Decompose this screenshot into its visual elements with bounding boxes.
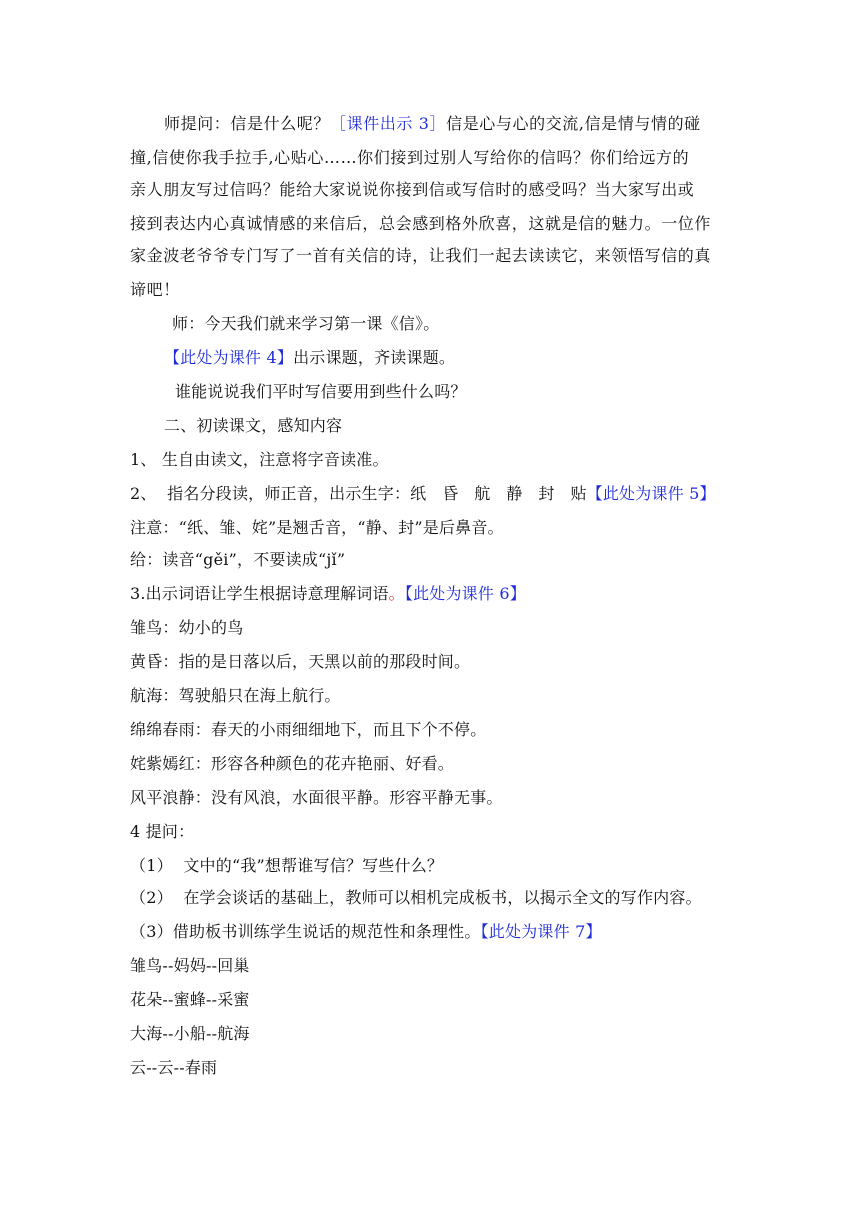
courseware-3-link: ［课件出示 3］ (330, 114, 447, 133)
courseware-5-link: 【此处为课件 5】 (586, 484, 716, 503)
intro-line-4: 接到表达内心真诚情感的来信后，总会感到格外欣喜，这就是信的魅力。一位作 (130, 214, 712, 233)
courseware-7-link: 【此处为课件 7】 (480, 922, 602, 941)
vocab-item: 航海：驾驶船只在海上航行。 (130, 686, 341, 705)
courseware-4-text: 出示课题，齐读课题。 (293, 348, 456, 367)
step-3-dot: 。 (388, 584, 405, 603)
section-2-title: 二、初读课文，感知内容 (164, 416, 343, 435)
board-line: 花朵--蜜蜂--采蜜 (130, 990, 250, 1009)
board-line: 雏鸟--妈妈--回巢 (130, 956, 250, 975)
intro-text: 师提问：信是什么呢？ (164, 114, 331, 133)
step-3-text: 3.出示词语让学生根据诗意理解词语 (130, 584, 389, 603)
intro-line-5: 家金波老爷爷专门写了一首有关信的诗，让我们一起去读读它，来领悟写信的真 (130, 246, 712, 265)
step-2-text: 2、 指名分段读，师正音，出示生字：纸 昏 航 静 封 贴 (130, 484, 587, 503)
vocab-item: 雏鸟：幼小的鸟 (130, 618, 244, 637)
step-3 (130, 584, 740, 604)
vocab-item: 姹紫嫣红：形容各种颜色的花卉艳丽、好看。 (130, 754, 455, 773)
vocab-item: 黄昏：指的是日落以后，天黑以前的那段时间。 (130, 652, 471, 671)
vocab-item: 绵绵春雨：春天的小雨细细地下，而且下个不停。 (130, 720, 487, 739)
courseware-4-link: 【此处为课件 4】 (164, 348, 294, 367)
note-line: 注意：“纸、雏、姹”是翘舌音，“静、封”是后鼻音。 (130, 518, 504, 537)
courseware-6-link: 【此处为课件 6】 (404, 584, 526, 603)
intro-line-6: 谛吧！ (130, 280, 180, 299)
board-line: 云--云--春雨 (130, 1058, 218, 1077)
teacher-line: 师：今天我们就来学习第一课《信》。 (172, 314, 440, 333)
courseware-4-line (164, 348, 774, 368)
intro-text: 信是心与心的交流,信是情与情的碰 (446, 114, 701, 133)
gei-line: 给：读音“gěi”，不要读成“jǐ” (130, 550, 346, 569)
question-2: （2） 在学会谈话的基础上，教师可以相机完成板书，以揭示全文的写作内容。 (130, 888, 702, 907)
intro-line-1 (164, 114, 744, 134)
step-1: 1、 生自由读文，注意将字音读准。 (130, 450, 389, 469)
intro-line-2: 撞,信使你我手拉手,心贴心……你们接到过别人写给你的信吗？你们给远方的 (130, 148, 690, 167)
intro-line-3: 亲人朋友写过信吗？能给大家说说你接到信或写信时的感受吗？当大家写出或 (130, 180, 695, 199)
question-3 (130, 922, 740, 942)
step-2 (130, 484, 750, 504)
question-3-text: （3）借助板书训练学生说话的规范性和条理性。 (130, 922, 481, 941)
step-4: 4 提问： (130, 822, 195, 841)
question-1: （1） 文中的“我”想帮谁写信？写些什么？ (130, 856, 444, 875)
board-line: 大海--小船--航海 (130, 1024, 250, 1043)
question-line: 谁能说说我们平时写信要用到些什么吗？ (175, 382, 467, 401)
vocab-item: 风平浪静：没有风浪，水面很平静。形容平静无事。 (130, 788, 503, 807)
